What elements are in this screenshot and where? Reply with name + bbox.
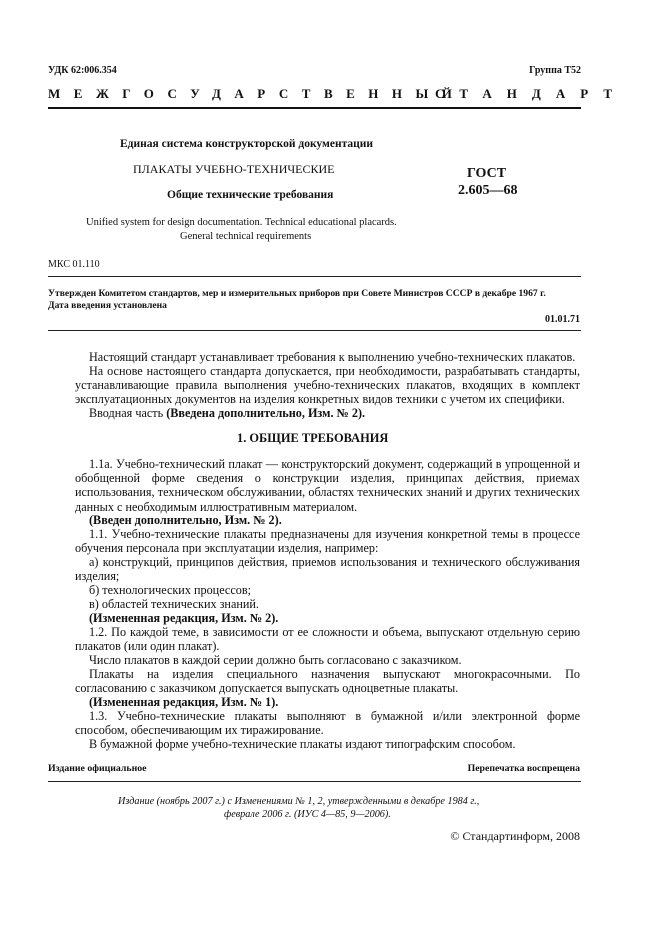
udk-code: УДК 62:006.354 bbox=[48, 65, 117, 76]
clause-1-3: 1.3. Учебно-технические плакаты выполняют в бумажной и/или электронной форме способом, обеспечивающим их тиражирование. bbox=[75, 709, 580, 738]
clause-1-1-item-a: а) конструкций, принципов действия, приемов использования и технического обслуживания изделия; bbox=[75, 555, 580, 584]
section-heading: 1. ОБЩИЕ ТРЕБОВАНИЯ bbox=[237, 431, 389, 445]
mks-code: МКС 01.110 bbox=[48, 259, 100, 270]
edition-note-line1: Издание (ноябрь 2007 г.) с Изменениями № 1, 2, утвержденными в декабре 1984 г., bbox=[118, 796, 480, 807]
banner-rule bbox=[48, 107, 581, 109]
approval-rule bbox=[48, 330, 581, 331]
banner-standard: СТАНДАРТ bbox=[435, 86, 628, 101]
intro-paragraph-2: На основе настоящего стандарта допускается, при необходимости, разрабатывать стандарты, устанавливающие правила выполнения учебно-технических плакатов, входящих в комплект эксплуатационных документов на изделия конкретных видов техники с учетом их специфики. bbox=[75, 364, 580, 407]
introduction-date: 01.01.71 bbox=[545, 314, 580, 325]
clause-1-2-count: Число плакатов в каждой серии должно быть согласовано с заказчиком. bbox=[89, 653, 462, 667]
footer-rule bbox=[48, 781, 581, 782]
clause-1-2-note: (Измененная редакция, Изм. № 1). bbox=[89, 695, 279, 709]
clause-1-1-note: (Измененная редакция, Изм. № 2). bbox=[89, 611, 279, 625]
intro-paragraph-3 bbox=[89, 406, 580, 420]
copyright: © Стандартинформ, 2008 bbox=[450, 829, 580, 843]
intro-paragraph-1: Настоящий стандарт устанавливает требования к выполнению учебно-технических плакатов. bbox=[89, 350, 576, 364]
gost-label: ГОСТ bbox=[467, 166, 507, 181]
clause-1-1a-note: (Введен дополнительно, Изм. № 2). bbox=[89, 513, 282, 527]
intro-paragraph-3-lead: Вводная часть bbox=[89, 406, 167, 420]
gost-number: 2.605—68 bbox=[458, 183, 518, 198]
english-title-line1: Unified system for design documentation. Technical educational placards. bbox=[86, 217, 397, 228]
group-code: Группа Т52 bbox=[529, 65, 581, 76]
approval-text: Утвержден Комитетом стандартов, мер и измерительных приборов при Совете Министров СССР в декабре 1967 г. bbox=[48, 288, 546, 299]
clause-1-1-item-b: б) технологических процессов; bbox=[89, 583, 251, 597]
mks-rule bbox=[48, 276, 581, 277]
clause-1-2-color: Плакаты на изделия специального назначения выпускают многокрасочными. По согласованию с заказчиком допускается выпускать одноцветные плакаты. bbox=[75, 667, 580, 696]
intro-paragraph-3-note: (Введена дополнительно, Изм. № 2). bbox=[166, 406, 366, 420]
document-title: ПЛАКАТЫ УЧЕБНО-ТЕХНИЧЕСКИЕ bbox=[133, 162, 335, 176]
introduction-date-label: Дата введения установлена bbox=[48, 300, 167, 311]
clause-1-1-item-v: в) областей технических знаний. bbox=[89, 597, 259, 611]
document-subtitle: Общие технические требования bbox=[167, 189, 334, 201]
clause-1-1: 1.1. Учебно-технические плакаты предназначены для изучения конкретной темы в процессе обучения персонала при эксплуатации изделия, например: bbox=[75, 527, 580, 556]
banner-interstate: МЕЖГОСУДАРСТВЕННЫЙ bbox=[48, 86, 466, 101]
clause-1-2: 1.2. По каждой теме, в зависимости от ее сложности и объема, выпускают отдельную серию плакатов (или один плакат). bbox=[75, 625, 580, 654]
reprint-prohibited: Перепечатка воспрещена bbox=[467, 763, 580, 774]
clause-1-3-print: В бумажной форме учебно-технические плакаты издают типографским способом. bbox=[89, 737, 516, 751]
system-title: Единая система конструкторской документации bbox=[120, 138, 373, 150]
official-edition: Издание официальное bbox=[48, 763, 147, 774]
english-title-line2: General technical requirements bbox=[180, 231, 312, 242]
clause-1-1a: 1.1а. Учебно-технический плакат — конструкторский документ, содержащий в упрощенной и обобщенной форме сведения о конструкции изделия, принципах действия, приемах использования, техническом обслуживании, областях технических знаний и других технических данных с необходимым иллюстративным материалом. bbox=[75, 457, 580, 514]
edition-note-line2: феврале 2006 г. (ИУС 4—85, 9—2006). bbox=[224, 809, 391, 820]
